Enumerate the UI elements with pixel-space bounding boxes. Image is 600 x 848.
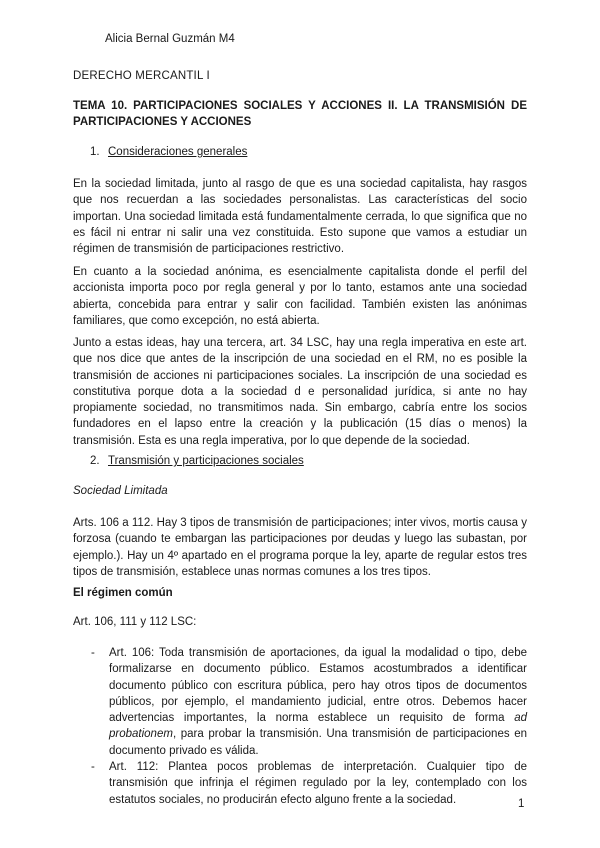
section-2-label: Transmisión y participaciones sociales [108,455,304,467]
articles-line: Art. 106, 111 y 112 LSC: [73,616,197,628]
topic-title: TEMA 10. PARTICIPACIONES SOCIALES Y ACCIONES II. LA TRANSMISIÓN DE PARTICIPACIONES Y ACCIONES [73,100,527,128]
section-1-label: Consideraciones generales [108,146,248,158]
paragraph-2: En cuanto a la sociedad anónima, es esencialmente capitalista donde el perfil del accionista importa poco por regla general y por lo tanto, estamos ante una sociedad abierta, concebida para entrar y salir con facilidad. También existen las anónimas familiares, que como excepción, no está abierta. [73,266,527,327]
paragraph-1: En la sociedad limitada, junto al rasgo de que es una sociedad capitalista, hay rasgos que nos recuerdan a las sociedades personalistas. Las características del socio importan. Una sociedad limitada está fundamentalmente cerrada, lo que significa que no es fácil ni entrar ni salir una vez constituida. Esto supone que vamos a estudiar un régimen de transmisión de participaciones restrictivo. [73,178,527,256]
list-item-text: Art. 106: Toda transmisión de aportaciones, da igual la modalidad o tipo, debe formalizarse en documento público. Estamos acostumbrados a identificar documento público con escritura pública, pero hay otros tipos de documentos públicos, por ejemplo, el mandamiento judicial, entre otros. Debemos hacer advertencias importantes, la norma establece un requisito de forma [109,647,527,725]
paragraph-3: Junto a estas ideas, hay una tercera, art. 34 LSC, hay una regla imperativa en este art. que nos dice que antes de la inscripción de una sociedad en el RM, no es posible la transmisión de acciones ni participaciones sociales. La inscripción de una sociedad es constitutiva porque dota a la sociedad d e personalidad jurídica, si ante no hay propiamente sociedad, no transmitimos nada. Sin embargo, cabría entre los socios fundadores en el lapso entre la creación y la publicación (15 días o menos) la transmisión. Esta es una regla imperativa, por lo que depende de la sociedad. [73,337,527,447]
paragraph-4: Arts. 106 a 112. Hay 3 tipos de transmisión de participaciones; inter vivos, mortis causa y forzosa (cuando te embargan las participaciones por deudas y luego las subastan, por ejemplo.). Hay un 4º apartado en el programa porque la ley, aparte de regular estos tres tipos de transmisión, establece unas normas comunes a los tres tipos. [73,517,527,578]
list-dash: - [91,647,95,659]
list-item-emphasis: ad probationem [109,712,527,741]
list-item-text: Art. 112: Plantea pocos problemas de interpretación. Cualquier tipo de transmisión que infrinja el régimen regulado por la ley, contemplado con los estatutos sociales, no producirán efecto alguno frente a la sociedad. [109,761,527,806]
list-item-text-end: , para probar la transmisión. Una transmisión de participaciones en documento privado es válida. [109,728,527,757]
list-dash: - [91,761,95,774]
author-header: Alicia Bernal Guzmán M4 [105,33,235,45]
section-1-number: 1. [90,146,100,158]
list-item [91,759,527,808]
section-2-heading [90,455,304,467]
page-number: 1 [518,798,525,810]
section-1-heading [90,146,247,158]
article-list [91,645,527,808]
course-title: DERECHO MERCANTIL I [73,70,210,82]
regimen-comun-heading: El régimen común [73,587,173,599]
subheading-sociedad-limitada: Sociedad Limitada [73,485,168,497]
list-item [91,645,527,759]
section-2-number: 2. [90,455,100,467]
